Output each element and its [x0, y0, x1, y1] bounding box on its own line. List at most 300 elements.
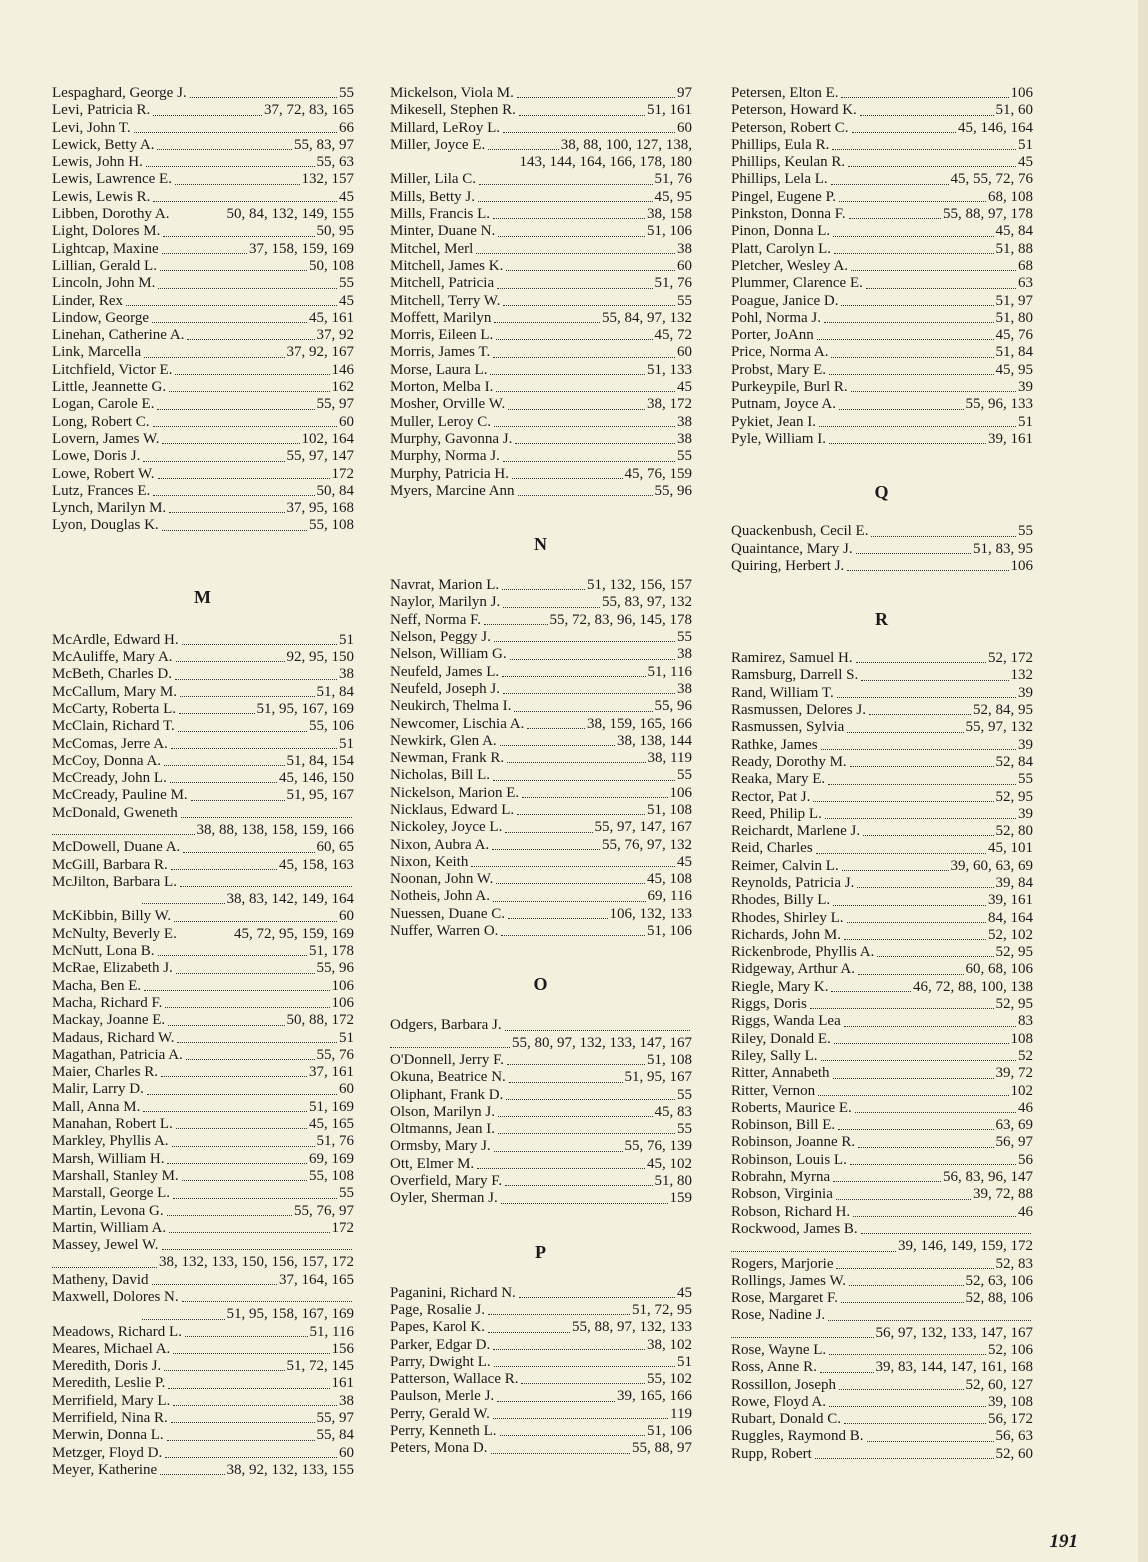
leader-dots [832, 149, 1016, 150]
entry-pages: 55, 96, 133 [965, 396, 1033, 413]
entry-name: McDowell, Duane A. [52, 839, 181, 856]
entry-pages: 132 [1010, 667, 1033, 684]
leader-dots [153, 495, 314, 496]
entry-pages: 51 [1018, 413, 1033, 430]
leader-dots [855, 1112, 1016, 1113]
entry-pages: 52, 60, 127 [965, 1376, 1033, 1393]
entry-name: Morton, Melba I. [390, 379, 494, 396]
entry-name: Lespaghard, George J. [52, 85, 187, 101]
index-entry [52, 718, 354, 735]
leader-dots [877, 956, 993, 957]
leader-dots [841, 305, 993, 306]
page-edge [1138, 0, 1148, 1562]
entry-name: Pohl, Norma J. [731, 309, 821, 326]
entry-pages: 52, 95 [995, 944, 1033, 961]
entry-pages: 52, 84 [995, 753, 1033, 770]
leader-dots [490, 374, 645, 375]
entry-pages: 55 [677, 767, 692, 784]
index-column-3 [731, 85, 1033, 1463]
leader-dots [167, 1163, 307, 1164]
index-entry [731, 85, 1033, 102]
leader-dots [829, 374, 994, 375]
leader-dots [173, 1198, 337, 1199]
index-entry [731, 102, 1033, 119]
leader-dots [842, 870, 949, 871]
entry-pages: 55, 83, 97, 132 [602, 594, 692, 611]
leader-dots [821, 1060, 1016, 1061]
index-entry [52, 736, 354, 753]
entry-pages: 51 [339, 735, 354, 752]
entry-name: Meredith, Doris J. [52, 1358, 162, 1375]
entry-name: Pinon, Donna L. [731, 223, 831, 240]
leader-dots [871, 536, 1016, 537]
index-entry [731, 1428, 1033, 1445]
index-entry [731, 223, 1033, 240]
leader-dots [838, 1129, 993, 1130]
leader-dots [833, 1181, 941, 1182]
leader-dots [494, 641, 675, 642]
leader-dots [828, 784, 1016, 785]
entry-pages: 38 [677, 240, 692, 257]
leader-dots [512, 478, 622, 479]
index-entry [390, 923, 692, 940]
entry-name: Peters, Mona D. [390, 1440, 488, 1457]
entry-pages: 46 [1018, 1099, 1033, 1116]
leader-dots [142, 1319, 225, 1320]
entry-pages: 37, 161 [309, 1064, 354, 1081]
entry-name: Rose, Wayne L. [731, 1342, 827, 1358]
entry-name: Oyler, Sherman J. [390, 1190, 498, 1207]
entry-name: Morse, Laura L. [390, 361, 488, 378]
entry-pages: 55, 96 [654, 482, 692, 499]
index-entry [390, 785, 692, 802]
leader-dots [169, 512, 284, 513]
index-entry [390, 612, 692, 629]
index-entry [52, 258, 354, 275]
entry-pages: 106 [331, 994, 354, 1011]
entry-name: Ruggles, Raymond B. [731, 1428, 864, 1445]
entry-pages: 55, 88, 97, 178 [943, 206, 1033, 223]
index-entry [731, 719, 1033, 736]
leader-dots [839, 1389, 963, 1390]
entry-pages: 55 [339, 85, 354, 101]
entry-name: Millard, LeRoy L. [390, 119, 500, 136]
leader-dots [836, 1268, 993, 1269]
section-letter: M [194, 586, 212, 607]
leader-dots [518, 495, 653, 496]
entry-name: Plummer, Clarence E. [731, 275, 863, 292]
entry-name: Murphy, Norma J. [390, 448, 500, 465]
entry-name: Nicklaus, Edward L. [390, 801, 515, 818]
entry-name: Patterson, Wallace R. [390, 1371, 519, 1388]
entry-name: Ott, Elmer M. [390, 1155, 475, 1172]
leader-dots [522, 797, 667, 798]
index-entry [52, 223, 354, 240]
leader-dots [519, 1297, 675, 1298]
index-entry [52, 1237, 354, 1254]
index-entry [731, 1273, 1033, 1290]
index-entry [390, 379, 692, 396]
entry-name: Rockwood, James B. [731, 1220, 858, 1237]
entry-pages: 50, 95 [316, 223, 354, 240]
leader-dots [502, 676, 645, 677]
leader-dots [508, 918, 608, 919]
leader-dots [839, 201, 986, 202]
entry-name: Petersen, Elton E. [731, 85, 839, 101]
index-entry [52, 1133, 354, 1150]
index-entry [52, 787, 354, 804]
entry-pages: 39 [1018, 736, 1033, 753]
leader-dots [844, 939, 986, 940]
leader-dots [860, 115, 994, 116]
entry-pages: 92, 95, 150 [286, 649, 354, 666]
entry-name: Murphy, Patricia H. [390, 465, 510, 482]
entry-pages: 38, 138, 144 [617, 732, 692, 749]
entry-name: Ritter, Annabeth [731, 1065, 830, 1082]
index-entry [731, 414, 1033, 431]
index-entry [731, 979, 1033, 996]
leader-dots [848, 166, 1016, 167]
leader-dots [817, 339, 994, 340]
index-entry [390, 189, 692, 206]
leader-dots [816, 853, 986, 854]
leader-dots [493, 901, 646, 902]
entry-name: Page, Rosalie J. [390, 1301, 485, 1318]
entry-pages: 46, 72, 88, 100, 138 [913, 978, 1033, 995]
index-entry [52, 310, 354, 327]
index-entry [52, 632, 354, 649]
entry-pages: 55 [677, 448, 692, 465]
leader-dots [841, 1302, 964, 1303]
entry-pages: 52, 63, 106 [965, 1272, 1033, 1289]
entry-name: Reid, Charles [731, 840, 813, 857]
index-entry [731, 1342, 1033, 1359]
index-entry [390, 362, 692, 379]
leader-dots [180, 886, 352, 887]
entry-pages: 119 [670, 1405, 692, 1422]
leader-dots [829, 1354, 986, 1355]
entry-name: Nuffer, Warren O. [390, 923, 499, 940]
index-entry [731, 1065, 1033, 1082]
entry-pages: 55, 108 [309, 517, 354, 534]
section-letter: P [535, 1241, 547, 1262]
entry-pages: 55, 96 [316, 960, 354, 977]
leader-dots [731, 1337, 874, 1338]
entry-name: Rowe, Floyd A. [731, 1393, 827, 1410]
index-entry [390, 448, 692, 465]
index-entry [731, 275, 1033, 292]
index-entry [731, 910, 1033, 927]
leader-dots [492, 849, 600, 850]
leader-dots [507, 1064, 645, 1065]
entry-name: Merrifield, Mary L. [52, 1392, 171, 1409]
entry-pages: 45, 146, 164 [958, 119, 1033, 136]
index-entry [390, 241, 692, 258]
index-entry [390, 1388, 692, 1405]
leader-dots [144, 357, 284, 358]
index-entry [731, 137, 1033, 154]
index-entry [52, 701, 354, 718]
entry-pages: 38 [677, 646, 692, 663]
leader-dots [176, 973, 315, 974]
entry-name: Nuessen, Duane C. [390, 905, 505, 922]
index-entry [52, 1116, 354, 1133]
index-entry [390, 344, 692, 361]
index-entry [731, 1100, 1033, 1117]
entry-continuation [52, 822, 354, 839]
entry-name: Price, Norma A. [731, 344, 829, 361]
entry-pages: 162 [331, 379, 354, 396]
index-entry [390, 871, 692, 888]
leader-dots [731, 1251, 896, 1252]
entry-name: Riley, Sally L. [731, 1047, 818, 1064]
entry-name: Matheny, David [52, 1271, 149, 1288]
leader-dots [497, 288, 652, 289]
entry-name: Nelson, William G. [390, 646, 507, 663]
index-entry [731, 327, 1033, 344]
leader-dots [829, 1406, 986, 1407]
entry-name: Markley, Phyllis A. [52, 1133, 169, 1150]
entry-pages: 55, 108 [309, 1167, 354, 1184]
entry-name: Muller, Leroy C. [390, 413, 492, 430]
entry-pages: 45 [677, 1284, 692, 1301]
leader-dots [185, 1336, 308, 1337]
entry-pages: 55 [677, 1121, 692, 1138]
index-entry [731, 840, 1033, 857]
entry-name: McBeth, Charles D. [52, 666, 172, 683]
index-entry [731, 1134, 1033, 1151]
entry-pages: 39 [1018, 684, 1033, 701]
entry-pages: 55, 80, 97, 132, 133, 147, 167 [512, 1034, 692, 1051]
leader-dots [858, 1147, 993, 1148]
entry-pages: 45, 158, 163 [279, 856, 354, 873]
leader-dots [142, 903, 225, 904]
index-entry [52, 1220, 354, 1237]
entry-name: Mitchell, Terry W. [390, 292, 501, 309]
entry-pages: 51, 161 [647, 102, 692, 119]
entry-pages: 55, 84 [316, 1427, 354, 1444]
index-entry [731, 258, 1033, 275]
index-entry [390, 1302, 692, 1319]
entry-pages: 51 [1018, 136, 1033, 153]
entry-name: Miller, Joyce E. [390, 136, 486, 153]
leader-dots [176, 1128, 307, 1129]
entry-name: Martin, William A. [52, 1219, 167, 1236]
leader-dots [527, 728, 585, 729]
entry-pages: 55, 97 [316, 396, 354, 413]
leader-dots [153, 201, 337, 202]
entry-name: Neukirch, Thelma I. [390, 698, 512, 715]
leader-dots [498, 1133, 675, 1134]
leader-dots [181, 817, 352, 818]
entry-name: Mosher, Orville W. [390, 396, 506, 413]
entry-continuation [390, 1035, 692, 1052]
entry-pages: 51, 76 [654, 275, 692, 292]
index-entry [731, 927, 1033, 944]
entry-name: Manahan, Robert L. [52, 1116, 173, 1133]
entry-name: Pingel, Eugene P. [731, 188, 836, 205]
entry-name: McGill, Barbara R. [52, 856, 168, 873]
leader-dots [828, 1320, 1031, 1321]
leader-dots [173, 1353, 329, 1354]
entry-pages: 51, 76 [654, 171, 692, 188]
entry-name: Reaka, Mary E. [731, 771, 826, 788]
entry-name: Rose, Margaret F. [731, 1290, 838, 1307]
leader-dots [831, 357, 993, 358]
index-entry [52, 684, 354, 701]
entry-name: Nelson, Peggy J. [390, 629, 491, 646]
entry-name: Naylor, Marilyn J. [390, 594, 501, 611]
leader-dots [158, 288, 337, 289]
leader-dots [488, 1314, 630, 1315]
index-entry [52, 1272, 354, 1289]
index-entry [52, 1168, 354, 1185]
leader-dots [844, 1423, 986, 1424]
leader-dots [856, 553, 971, 554]
entry-pages: 55, 106 [309, 718, 354, 735]
entry-name: Notheis, John A. [390, 888, 491, 905]
entry-pages: 55 [677, 1086, 692, 1103]
entry-name: McCready, Pauline M. [52, 787, 188, 804]
leader-dots [834, 1043, 1009, 1044]
entry-pages: 45, 146, 150 [279, 770, 354, 787]
entry-name: Perry, Kenneth L. [390, 1423, 497, 1439]
leader-dots [174, 921, 337, 922]
entry-name: Parry, Dwight L. [390, 1353, 491, 1370]
leader-dots [476, 253, 675, 254]
entry-name: Parker, Edgar D. [390, 1336, 491, 1353]
entry-pages: 45, 84 [995, 223, 1033, 240]
leader-dots [496, 391, 675, 392]
entry-name: Link, Marcella [52, 344, 142, 361]
index-entry [52, 978, 354, 995]
leader-dots [171, 748, 337, 749]
entry-pages: 38, 88, 138, 158, 159, 166 [196, 821, 354, 838]
entry-pages: 55, 76, 97 [294, 1202, 354, 1219]
leader-dots [493, 218, 645, 219]
entry-name: Light, Dolores M. [52, 223, 161, 240]
leader-dots [833, 1078, 994, 1079]
leader-dots [175, 679, 337, 680]
entry-name: Robson, Virginia [731, 1186, 833, 1203]
leader-dots [869, 714, 971, 715]
entry-pages: 37, 95, 168 [286, 500, 354, 517]
index-entry [731, 1083, 1033, 1100]
entry-pages: 52 [1018, 1047, 1033, 1064]
index-entry [390, 837, 692, 854]
index-entry [52, 960, 354, 977]
index-entry [390, 1371, 692, 1388]
index-entry [52, 379, 354, 396]
entry-pages: 51, 84 [316, 683, 354, 700]
entry-pages: 52, 95 [995, 996, 1033, 1013]
index-entry [52, 483, 354, 500]
entry-name: Rhodes, Shirley L. [731, 909, 844, 926]
index-entry [52, 1185, 354, 1202]
entry-pages: 51, 95, 167, 169 [256, 700, 354, 717]
index-entry [731, 120, 1033, 137]
entry-name: McDonald, Gweneth [52, 804, 178, 821]
index-entry [52, 517, 354, 534]
entry-name: McNutt, Lona B. [52, 943, 155, 960]
entry-pages: 146 [331, 361, 354, 378]
entry-name: McKibbin, Billy W. [52, 908, 172, 925]
entry-name: Nicholas, Bill L. [390, 767, 490, 784]
entry-name: Meares, Michael A. [52, 1340, 171, 1357]
entry-name: Rogers, Marjorie [731, 1255, 834, 1272]
index-entry [731, 1152, 1033, 1169]
entry-pages: 60 [339, 413, 354, 430]
entry-pages: 60, 65 [316, 839, 354, 856]
index-entry [390, 1354, 692, 1371]
index-entry [731, 650, 1033, 667]
index-entry [390, 1069, 692, 1086]
entry-continuation [52, 1254, 354, 1271]
entry-pages: 56, 172 [988, 1411, 1033, 1428]
leader-dots [825, 818, 1016, 819]
entry-name: Madaus, Richard W. [52, 1029, 175, 1046]
index-column-1 [52, 85, 354, 1479]
leader-dots [813, 801, 993, 802]
entry-pages: 38, 132, 133, 150, 156, 157, 172 [159, 1254, 354, 1271]
entry-name: Pletcher, Wesley A. [731, 257, 849, 274]
entry-name: Ross, Anne R. [731, 1359, 817, 1376]
entry-pages: 38, 159, 165, 166 [587, 715, 692, 732]
index-entry [731, 789, 1033, 806]
entry-pages: 66 [339, 119, 354, 136]
leader-dots [158, 955, 308, 956]
entry-pages: 55 [1018, 771, 1033, 788]
index-entry [390, 1138, 692, 1155]
leader-dots [493, 1349, 645, 1350]
entry-name: Rand, William T. [731, 684, 834, 701]
entry-pages: 51, 76 [316, 1133, 354, 1150]
entry-name: Neufeld, Joseph J. [390, 680, 500, 697]
index-entry [52, 1081, 354, 1098]
entry-pages: 52, 172 [988, 650, 1033, 667]
entry-name: Meredith, Leslie P. [52, 1375, 166, 1392]
entry-name: Mall, Anna M. [52, 1098, 141, 1115]
leader-dots [160, 270, 307, 271]
index-entry [52, 241, 354, 258]
entry-pages: 52, 80 [995, 823, 1033, 840]
entry-pages: 51, 95, 167 [286, 787, 354, 804]
entry-name: Levi, Patricia R. [52, 102, 151, 119]
index-entry [731, 1048, 1033, 1065]
entry-pages: 38, 119 [647, 750, 692, 767]
entry-pages: 56, 97 [995, 1134, 1033, 1151]
entry-name: Lyon, Douglas K. [52, 517, 159, 534]
leader-dots [175, 374, 329, 375]
entry-name: Purkeypile, Burl R. [731, 379, 848, 396]
leader-dots [180, 696, 315, 697]
entry-name: Ready, Dorothy M. [731, 753, 847, 770]
entry-name: Minter, Duane N. [390, 223, 496, 240]
index-entry [731, 379, 1033, 396]
entry-pages: 55, 76, 139 [624, 1138, 692, 1155]
entry-continuation [731, 1325, 1033, 1342]
entry-name: Pinkston, Donna F. [731, 206, 846, 223]
index-entry [731, 771, 1033, 788]
entry-pages: 51, 108 [647, 1051, 692, 1068]
index-entry [731, 1256, 1033, 1273]
leader-dots [851, 270, 1016, 271]
index-entry [390, 1285, 692, 1302]
entry-name: Meadows, Richard L. [52, 1323, 182, 1340]
leader-dots [160, 1474, 224, 1475]
leader-dots [153, 426, 338, 427]
leader-dots [521, 1383, 645, 1384]
